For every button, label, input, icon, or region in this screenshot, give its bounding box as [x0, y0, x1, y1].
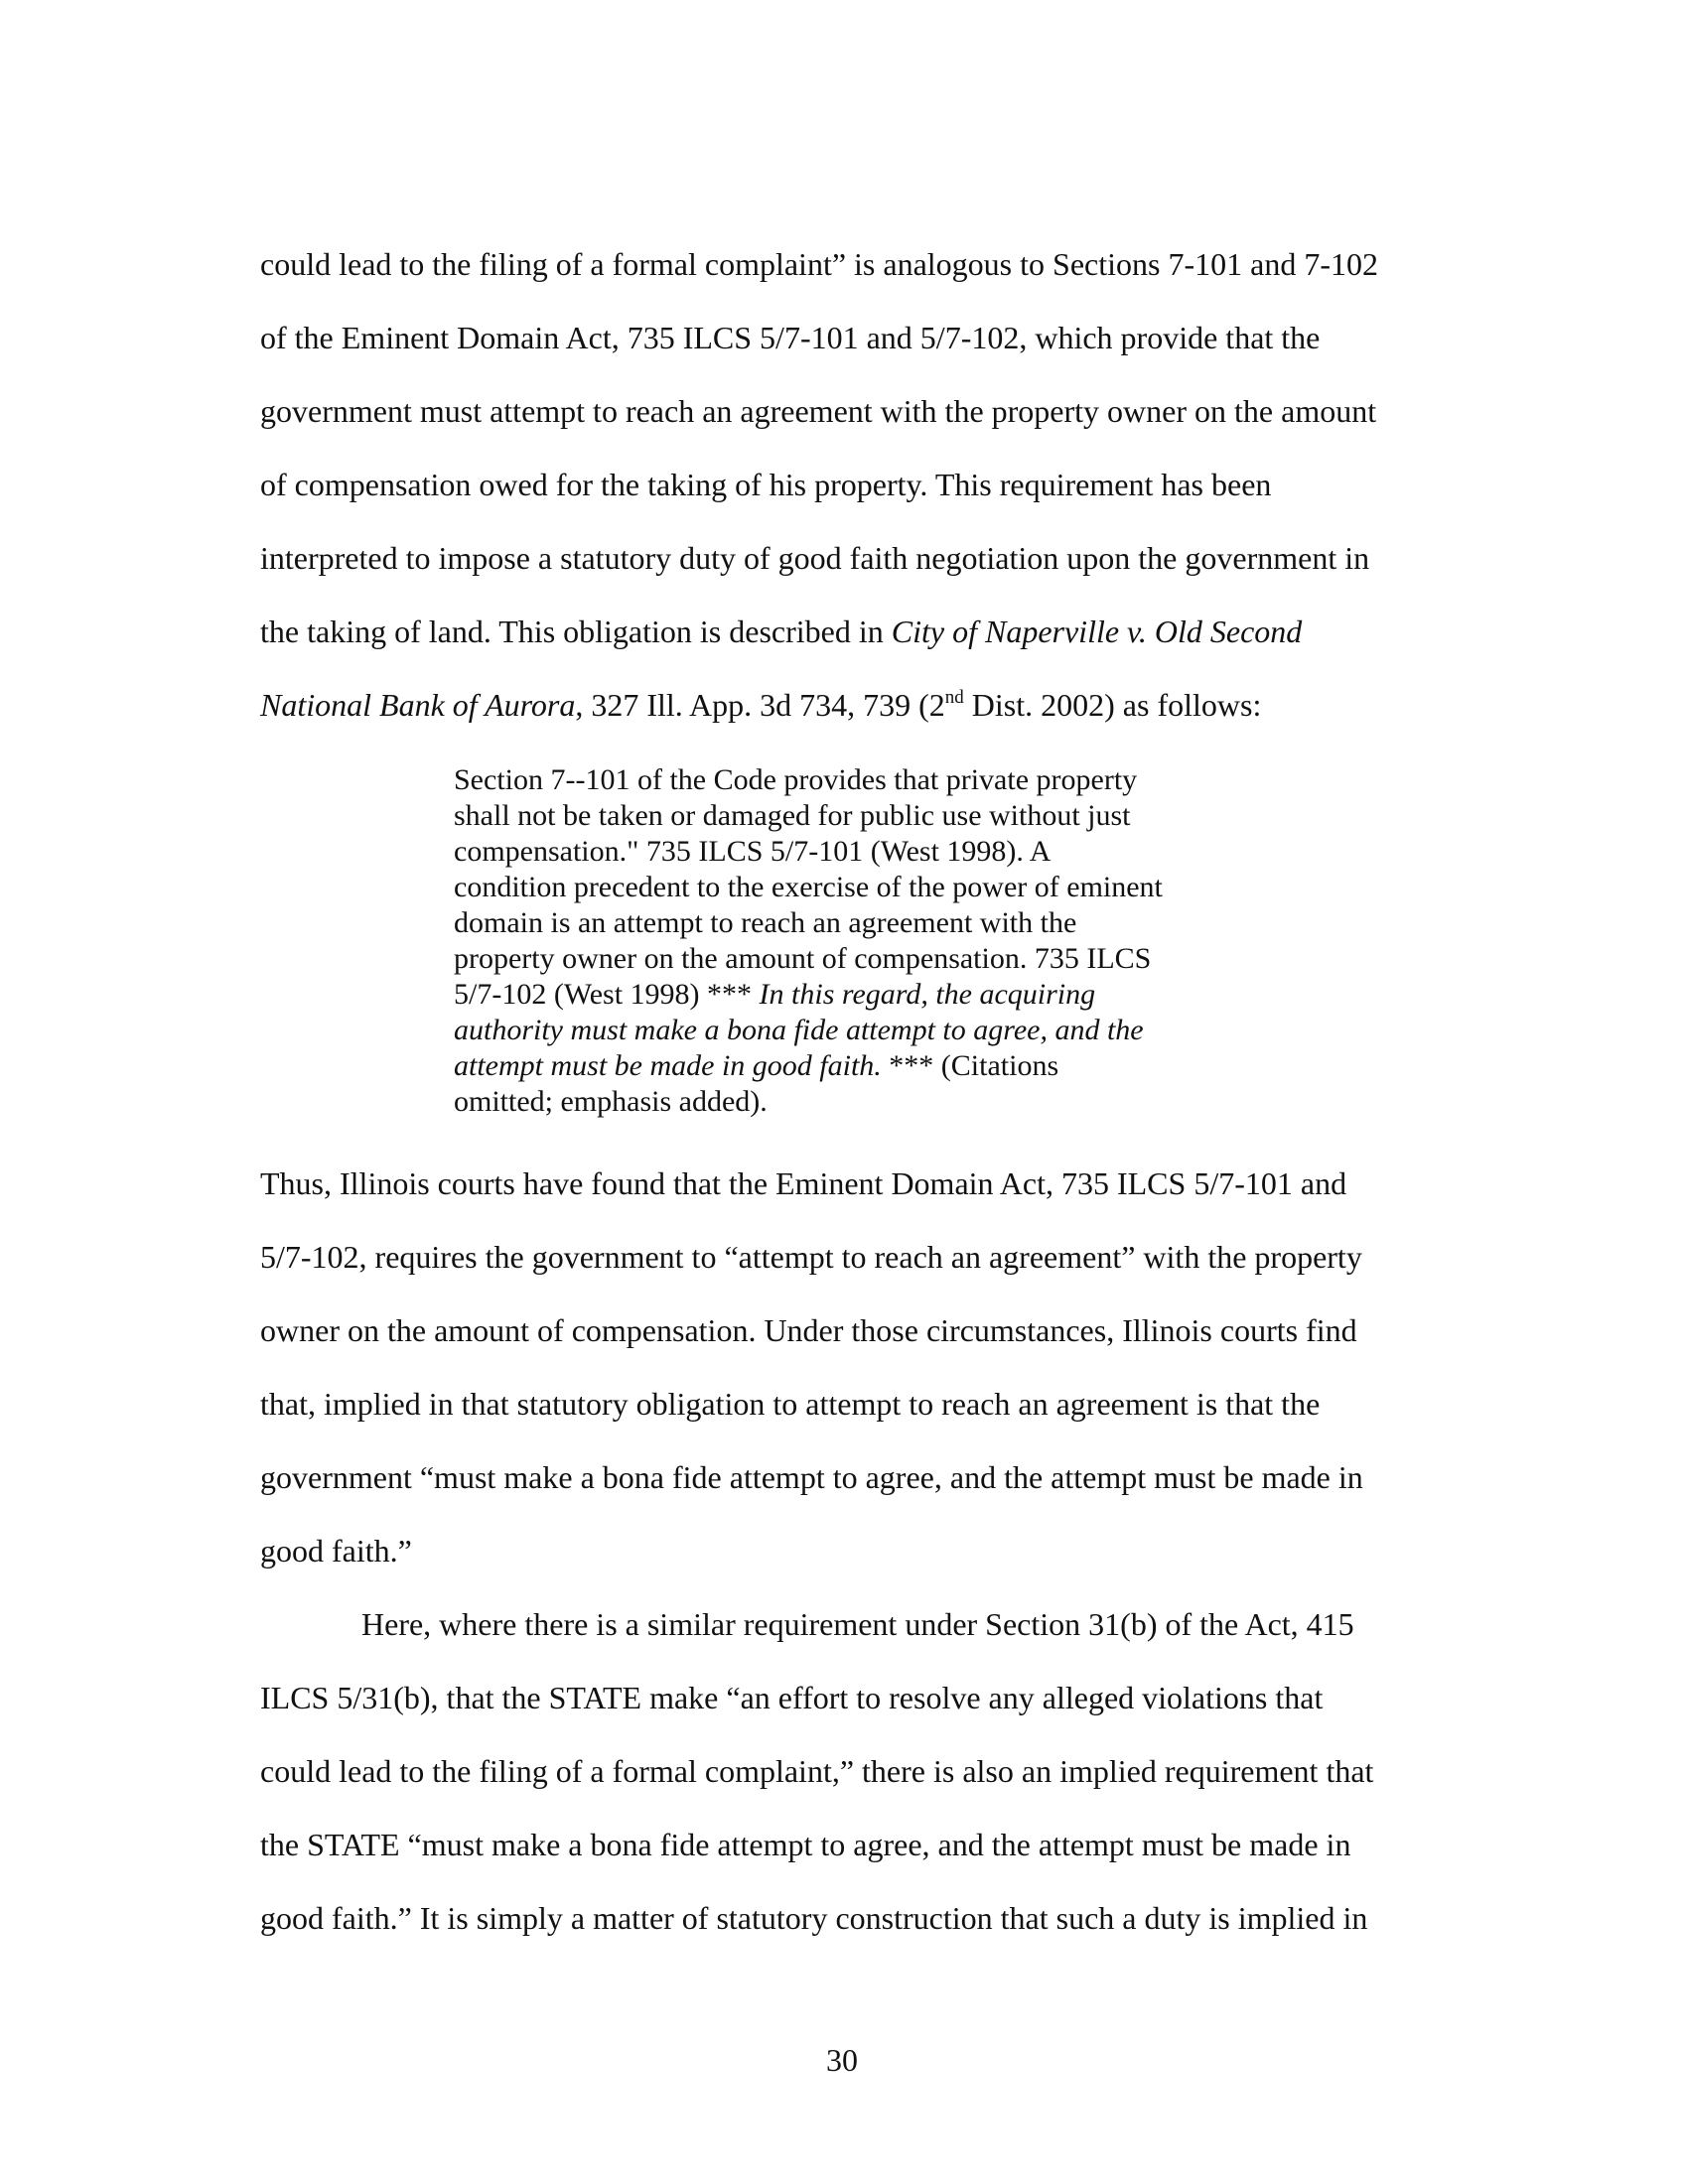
text-line: Here, where there is a similar requirement under Section 31(b) of the Act, 415 [361, 1606, 1354, 1642]
text-line: government must attempt to reach an agreement with the property owner on the amount [260, 393, 1377, 429]
block-quote-line: condition precedent to the exercise of the power of eminent [454, 871, 1163, 903]
block-quote-line: property owner on the amount of compensation. 735 ILCS [454, 942, 1152, 975]
text-line: that, implied in that statutory obligation to attempt to reach an agreement is that the [260, 1386, 1321, 1422]
text-line: could lead to the filing of a formal complaint” is analogous to Sections 7-101 and 7-102 [260, 246, 1378, 282]
text-run: Dist. 2002) as follows: [963, 687, 1262, 723]
block-quote-line [454, 977, 1095, 1013]
text-line: interpreted to impose a statutory duty of good faith negotiation upon the government in [260, 540, 1370, 576]
block-quote-line: compensation." 735 ILCS 5/7-101 (West 1998). A [454, 835, 1052, 868]
case-citation: City of Naperville v. Old Second [891, 614, 1303, 649]
case-citation: National Bank of Aurora [260, 687, 576, 723]
emphasis-text: In this regard, the acquiring [759, 978, 1096, 1011]
text-line: government “must make a bona fide attempt to agree, and the attempt must be made in [260, 1459, 1363, 1495]
text-line: could lead to the filing of a formal complaint,” there is also an implied requirement that [260, 1753, 1374, 1789]
text-line: ILCS 5/31(b), that the STATE make “an effort to resolve any alleged violations that [260, 1680, 1324, 1715]
text-run: 5/7-102 (West 1998) *** [454, 978, 760, 1011]
block-quote-line [454, 1013, 1144, 1048]
text-line: Thus, Illinois courts have found that the Eminent Domain Act, 735 ILCS 5/7-101 and [260, 1165, 1347, 1201]
block-quote-line: omitted; emphasis added). [454, 1085, 768, 1118]
text-line: good faith.” It is simply a matter of statutory construction that such a duty is implied in [260, 1900, 1368, 1936]
text-run: the taking of land. This obligation is described in [260, 614, 892, 649]
text-line: of compensation owed for the taking of his property. This requirement has been [260, 467, 1272, 502]
text-line [260, 612, 1302, 651]
emphasis-text: authority must make a bona fide attempt to agree, and the [454, 1014, 1144, 1046]
text-line [260, 685, 1261, 725]
text-run: , 327 Ill. App. 3d 734, 739 (2 [575, 687, 945, 723]
text-line: owner on the amount of compensation. Under those circumstances, Illinois courts find [260, 1312, 1357, 1348]
text-line: the STATE “must make a bona fide attempt to agree, and the attempt must be made in [260, 1827, 1351, 1862]
text-line: good faith.” [260, 1533, 412, 1569]
emphasis-text: attempt must be made in good faith. [454, 1049, 882, 1082]
page-number: 30 [826, 2042, 858, 2078]
text-line: of the Eminent Domain Act, 735 ILCS 5/7-101 and 5/7-102, which provide that the [260, 320, 1321, 355]
text-run: *** (Citations [881, 1049, 1059, 1082]
block-quote-line [454, 1048, 1058, 1084]
block-quote-line: Section 7--101 of the Code provides that private property [454, 763, 1138, 796]
block-quote-line: shall not be taken or damaged for public use without just [454, 799, 1131, 832]
text-line: 5/7-102, requires the government to “attempt to reach an agreement” with the property [260, 1239, 1362, 1275]
ordinal-superscript: nd [944, 687, 964, 708]
block-quote-line: domain is an attempt to reach an agreement with the [454, 906, 1077, 939]
